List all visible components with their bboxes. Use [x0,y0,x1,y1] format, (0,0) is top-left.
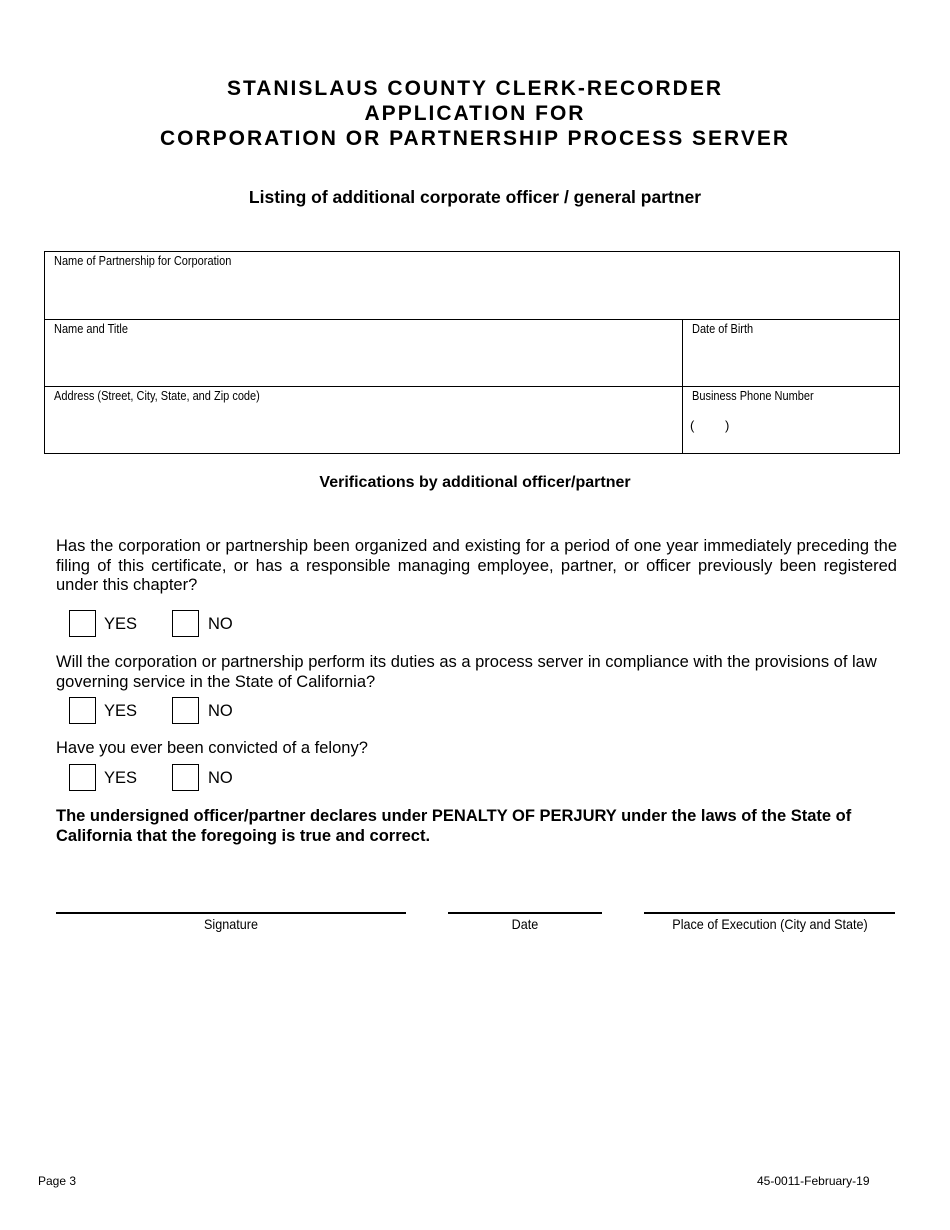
address-field[interactable] [45,387,682,453]
officer-info-table [44,251,900,454]
q2-no-checkbox[interactable] [172,697,199,724]
business-phone-label: Business Phone Number [692,389,814,403]
perjury-declaration: The undersigned officer/partner declares under PENALTY OF PERJURY under the laws of the State of California that the foregoing is true and correct. [56,807,852,845]
name-title-field[interactable] [45,320,682,386]
form-title-line-1: STANISLAUS COUNTY CLERK-RECORDER [226,77,724,100]
page-number: Page 3 [38,1174,77,1188]
question-felony: Have you ever been convicted of a felony? [56,739,368,757]
business-phone-field[interactable] [683,387,899,453]
form-subtitle: Listing of additional corporate officer / general partner [248,187,702,207]
partnership-name-field[interactable] [45,252,899,319]
place-of-execution-line[interactable] [644,912,895,914]
q2-yes-checkbox[interactable] [69,697,96,724]
question-organized-one-year: Has the corporation or partnership been organized and existing for a period of one year immediately preceding the filing of this certificate, or has a responsible managing employee, partner, or officer previously been registered under this chapter? [56,537,897,594]
verifications-heading: Verifications by additional officer/partner [319,474,631,491]
q1-yes-label: YES [104,615,138,633]
q1-no-label: NO [208,615,233,633]
date-caption: Date [511,916,539,932]
q1-yes-checkbox[interactable] [69,610,96,637]
date-of-birth-label: Date of Birth [692,322,754,336]
date-of-birth-field[interactable] [683,320,899,386]
signature-line[interactable] [56,912,406,914]
form-title-line-2: APPLICATION FOR [364,102,586,125]
q3-yes-checkbox[interactable] [69,764,96,791]
place-of-execution-caption: Place of Execution (City and State) [672,916,868,932]
q2-yes-label: YES [104,702,138,720]
q2-no-label: NO [208,702,233,720]
form-code: 45-0011-February-19 [757,1174,870,1188]
q3-yes-label: YES [104,769,138,787]
q3-no-checkbox[interactable] [172,764,199,791]
phone-area-code-open: ( [690,418,695,433]
partnership-name-label: Name of Partnership for Corporation [54,254,232,268]
question-compliance: Will the corporation or partnership perform its duties as a process server in compliance with the provisions of law governing service in the State of California? [56,653,877,691]
q3-no-label: NO [208,769,233,787]
address-label: Address (Street, City, State, and Zip code) [54,389,260,403]
q1-no-checkbox[interactable] [172,610,199,637]
phone-area-code-close: ) [725,418,730,433]
signature-caption: Signature [204,916,258,932]
form-title-line-3: CORPORATION OR PARTNERSHIP PROCESS SERVER [159,127,791,150]
name-title-label: Name and Title [54,322,128,336]
date-line[interactable] [448,912,602,914]
